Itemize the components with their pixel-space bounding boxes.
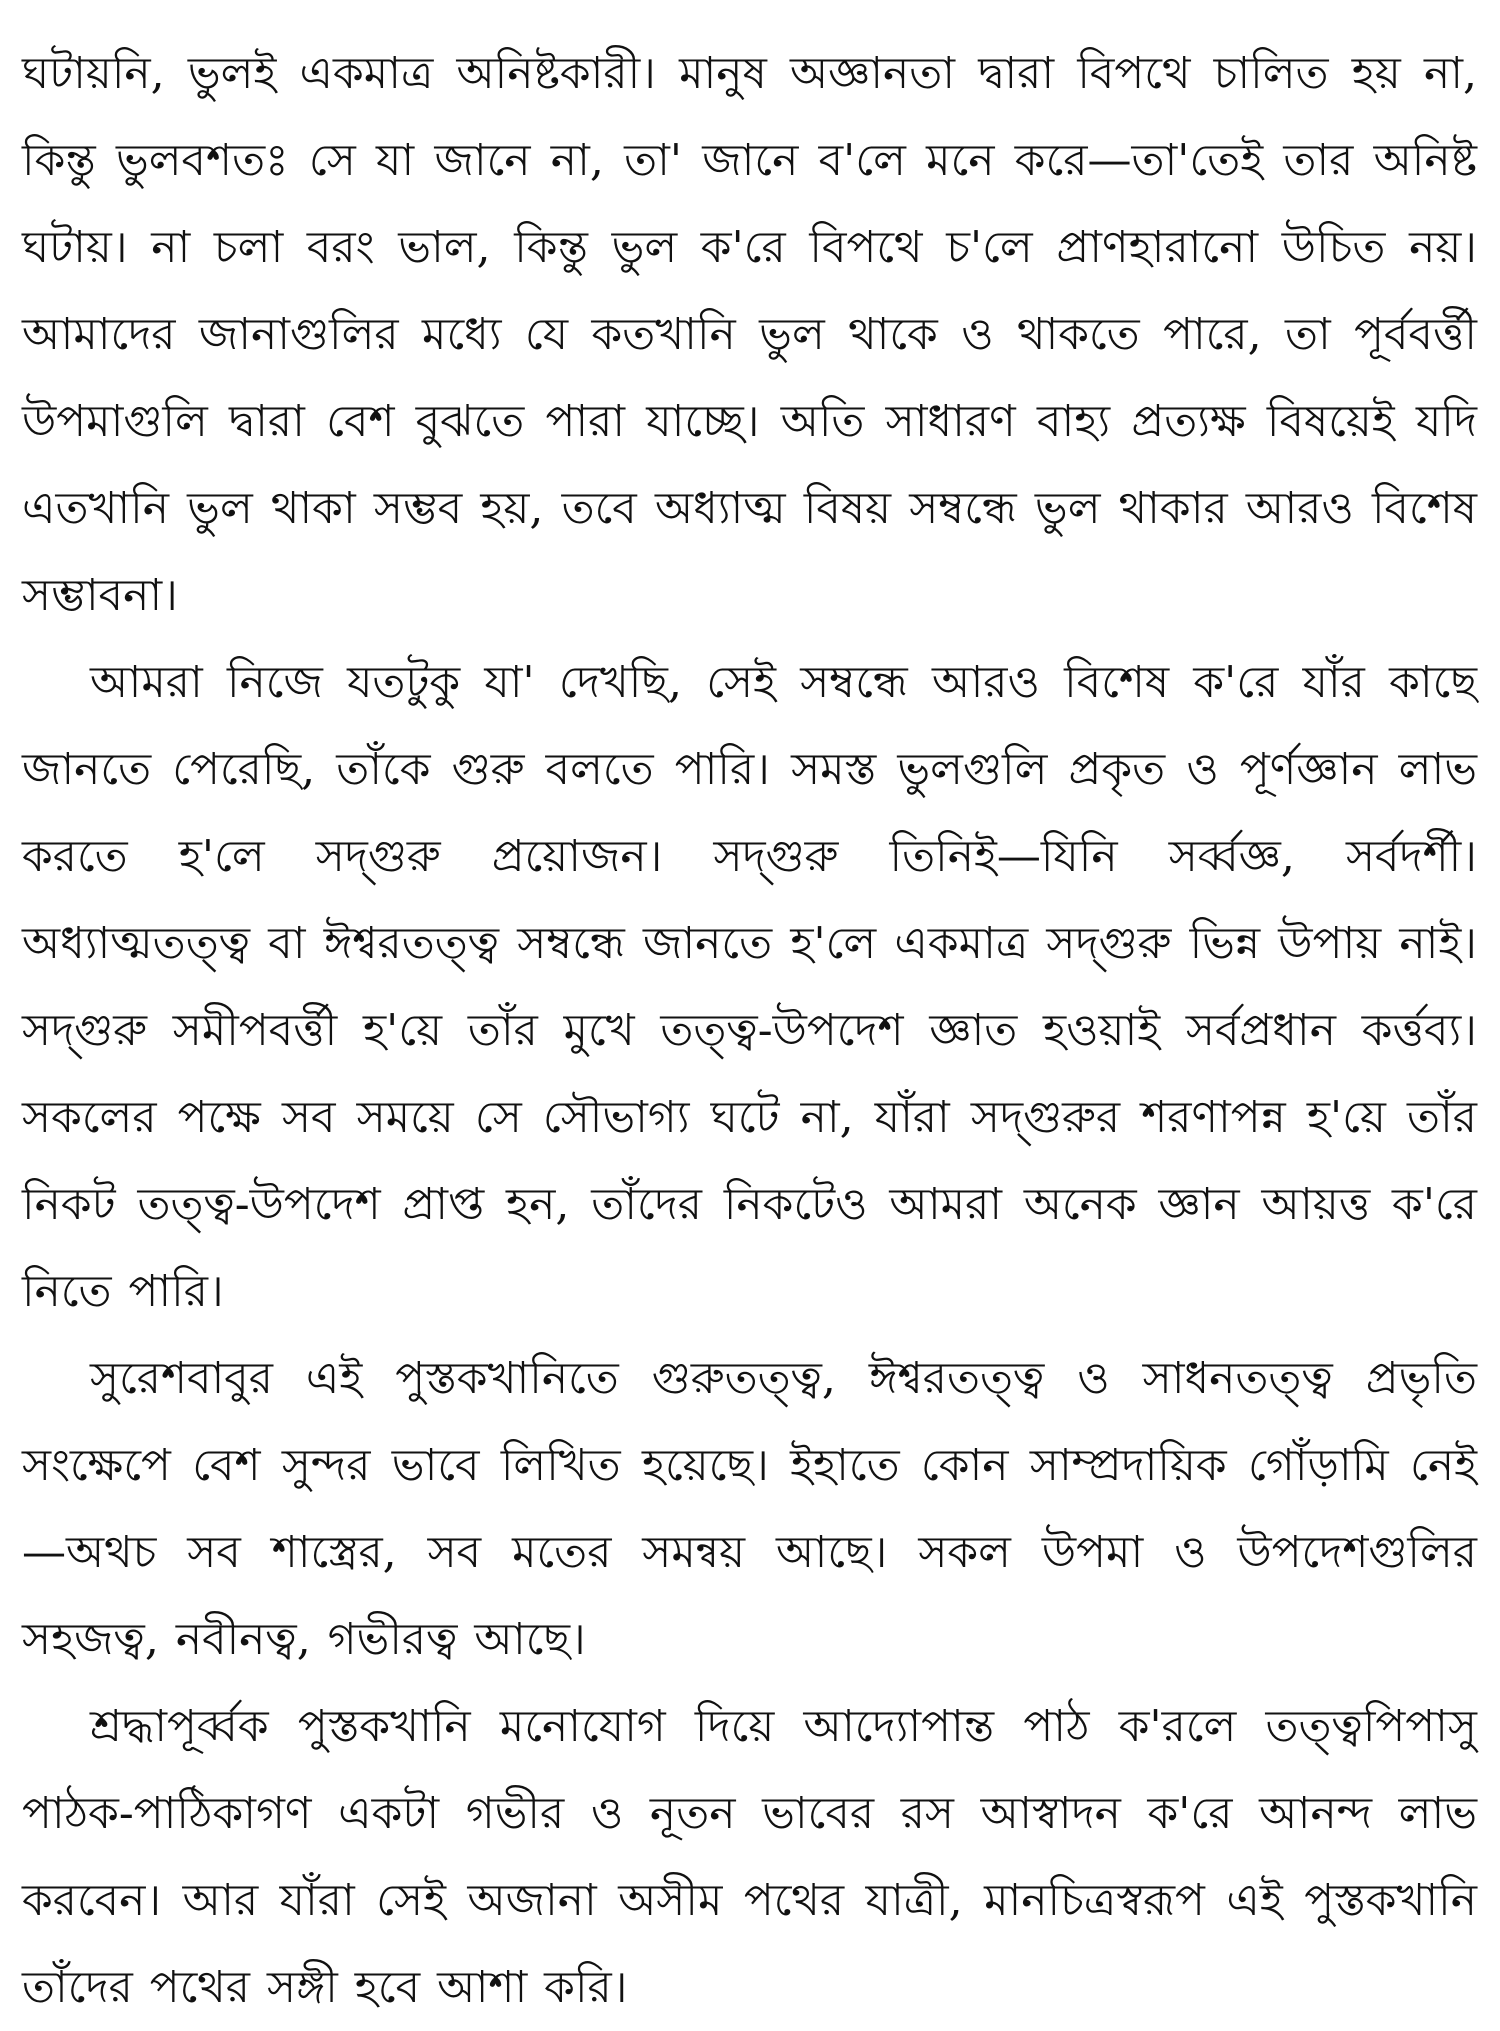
paragraph-1: ঘটায়নি, ভুলই একমাত্র অনিষ্টকারী। মানুষ অজ্ঞানতা দ্বারা বিপথে চালিত হয় না, কিন্তু ভুলবশতঃ সে যা জানে না, তা' জানে ব'লে মনে করে—তা'তেই তার অনিষ্ট ঘটায়। না চলা বরং ভাল, কিন্তু ভুল ক'রে বিপথে চ'লে প্রাণহারানো উচিত নয়। আমাদের জানাগুলির মধ্যে যে কতখানি ভুল থাকে ও থাকতে পারে, তা পূর্ববর্ত্তী উপমাগুলি দ্বারা বেশ বুঝতে পারা যাচ্ছে। অতি সাধারণ বাহ্য প্রত্যক্ষ বিষয়েই যদি এতখানি ভুল থাকা সম্ভব হয়, তবে অধ্যাত্ম বিষয় সম্বন্ধে ভুল থাকার আরও বিশেষ সম্ভাবনা। bbox=[22, 48, 1477, 621]
paragraph-3: সুরেশবাবুর এই পুস্তকখানিতে গুরুতত্ত্ব, ঈশ্বরতত্ত্ব ও সাধনতত্ত্ব প্রভৃতি সংক্ষেপে বেশ সুন্দর ভাবে লিখিত হয়েছে। ইহাতে কোন সাম্প্রদায়িক গোঁড়ামি নেই—অথচ সব শাস্ত্রের, সব মতের সমন্বয় আছে। সকল উপমা ও উপদেশগুলির সহজত্ব, নবীনত্ব, গভীরত্ব আছে। bbox=[22, 1353, 1477, 1665]
paragraph-2: আমরা নিজে যতটুকু যা' দেখছি, সেই সম্বন্ধে আরও বিশেষ ক'রে যাঁর কাছে জানতে পেরেছি, তাঁকে গুরু বলতে পারি। সমস্ত ভুলগুলি প্রকৃত ও পূর্ণজ্ঞান লাভ করতে হ'লে সদ্‌গুরু প্রয়োজন। সদ্‌গুরু তিনিই—যিনি সর্ব্বজ্ঞ, সর্বদর্শী। অধ্যাত্মতত্ত্ব বা ঈশ্বরতত্ত্ব সম্বন্ধে জানতে হ'লে একমাত্র সদ্‌গুরু ভিন্ন উপায় নাই। সদ্‌গুরু সমীপবর্ত্তী হ'য়ে তাঁর মুখে তত্ত্ব-উপদেশ জ্ঞাত হওয়াই সর্বপ্রধান কর্ত্তব্য। সকলের পক্ষে সব সময়ে সে সৌভাগ্য ঘটে না, যাঁরা সদ্‌গুরুর শরণাপন্ন হ'য়ে তাঁর নিকট তত্ত্ব-উপদেশ প্রাপ্ত হন, তাঁদের নিকটেও আমরা অনেক জ্ঞান আয়ত্ত ক'রে নিতে পারি। bbox=[22, 657, 1477, 1317]
paragraph-4: শ্রদ্ধাপূর্ব্বক পুস্তকখানি মনোযোগ দিয়ে আদ্যোপান্ত পাঠ ক'রলে তত্ত্বপিপাসু পাঠক-পাঠিকাগণ একটা গভীর ও নূতন ভাবের রস আস্বাদন ক'রে আনন্দ লাভ করবেন। আর যাঁরা সেই অজানা অসীম পথের যাত্রী, মানচিত্রস্বরূপ এই পুস্তকখানি তাঁদের পথের সঙ্গী হবে আশা করি। bbox=[22, 1701, 1477, 2013]
book-page bbox=[22, 30, 1477, 2013]
